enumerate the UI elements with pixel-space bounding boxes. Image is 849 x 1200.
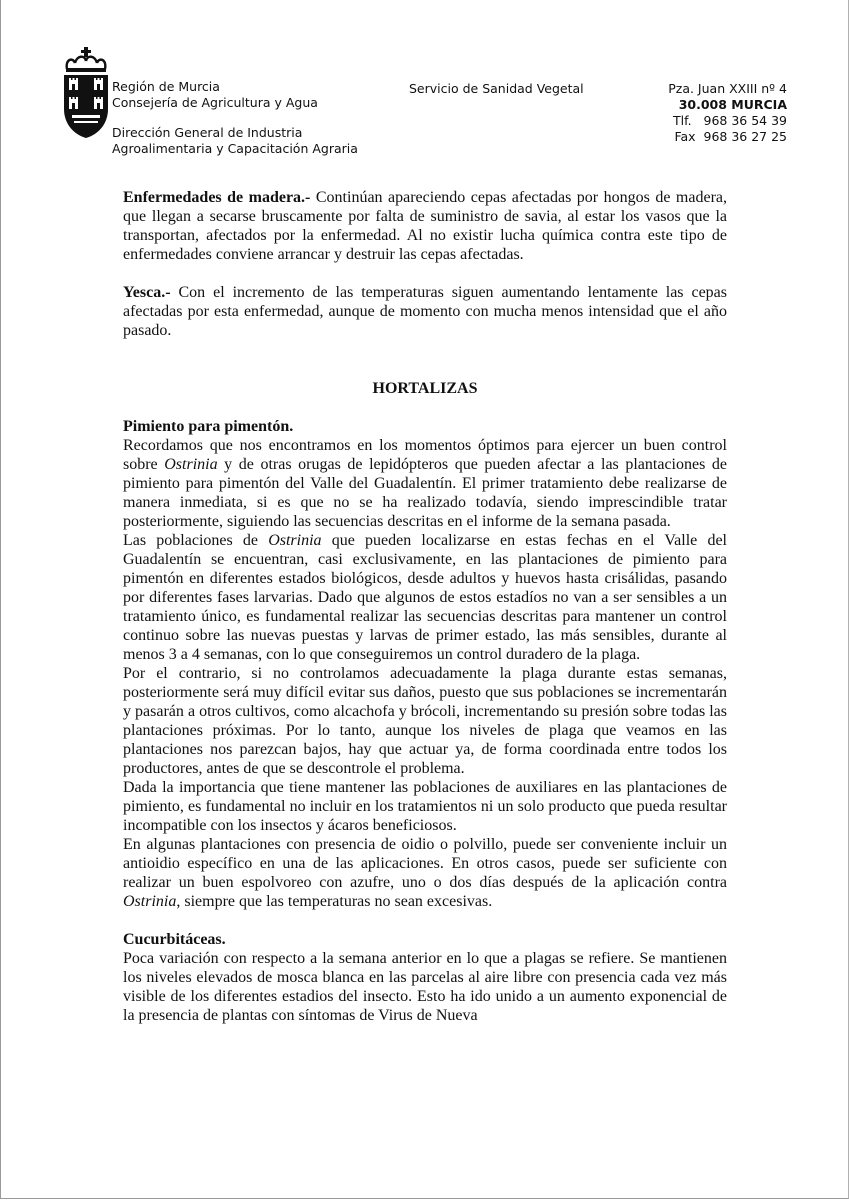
madera-heading: Enfermedades de madera.- [123,189,311,206]
org-directorate [112,125,358,157]
yesca-heading: Yesca.- [123,284,171,301]
p1-text-b: y de otras orugas de lepidópteros que pueden afectar a las plantaciones de pimiento para pimentón del Valle del Guadalentín. El primer tratamiento debe realizarse de manera inmediata, si es que no se ha realizado todavía, siendo imprescindible tratar posteriormente, siguiendo las secuencias descritas en el informe de la semana pasada. [123,456,728,530]
org-region: Región de Murcia [112,79,220,94]
directorate-line-2: Agroalimentaria y Capacitación Agraria [112,141,358,156]
yesca-text: Con el incremento de las temperaturas siguen aumentando lentamente las cepas afectadas por esta enfermedad, aunque de momento con mucha menos intensidad que el año pasado. [123,284,727,339]
letterhead [0,0,849,180]
directorate-line-1: Dirección General de Industria [112,125,303,140]
region-crest-icon [61,47,111,139]
pimiento-heading: Pimiento para pimentón. [123,418,294,435]
section-title-hortalizas: HORTALIZAS [372,380,478,397]
paragraph-madera [123,188,727,264]
p2-text-b: que pueden localizarse en estas fechas en el Valle del Guadalentín se encuentran, casi exclusivamente, en las plantaciones de pimiento para pimentón en diferentes estados biológicos, desde adultos y huevos hasta crisálidas, pasando por diferentes fases larvarias. Dado que algunos de estos estadíos no van a ser sensibles a un tratamiento único, es fundamental realizar las secuencias descritas para mantener un control continuo sobre las nuevas puestas y larvas de primer estado, las más sensibles, durante al menos 3 a 4 semanas, con lo que conseguiremos un control duradero de la plaga. [123,532,728,663]
p5-text-b: , siempre que las temperaturas no sean excesivas. [176,893,493,910]
paragraph-p1 [123,436,727,531]
org-name [112,79,318,111]
paragraph-p5 [123,835,727,911]
org-department: Consejería de Agricultura y Agua [112,95,318,110]
paragraph-p4: Dada la importancia que tiene mantener las poblaciones de auxiliares en las plantaciones de pimiento, es fundamental no incluir en los tratamientos ni un solo producto que pueda resultar incompatible con los insectos y ácaros beneficiosos. [123,779,727,834]
service-name: Servicio de Sanidad Vegetal [409,81,584,96]
fax: Fax 968 36 27 25 [674,129,787,144]
madera-text: Continúan apareciendo cepas afectadas por hongos de madera, que llegan a secarse bruscamente por falta de suministro de savia, al estar los vasos que la transportan, afectados por la enfermedad. Al no existir lucha química contra este tipo de enfermedades conviene arrancar y destruir las cepas afectadas. [123,189,727,263]
phone: Tlf. 968 36 54 39 [673,113,787,128]
p2-species: Ostrinia [268,532,322,549]
paragraph-p2 [123,531,727,664]
p2-text-a: Las poblaciones de [123,532,269,549]
paragraph-yesca [123,283,727,340]
paragraph-p3: Por el contrario, si no controlamos adecuadamente la plaga durante estas semanas, posteriormente será muy difícil evitar sus daños, puesto que sus poblaciones se incrementarán y pasarán a otros cultivos, como alcachofa y brócoli, incrementando su presión sobre todas las plantaciones próximas. Por lo tanto, aunque los niveles de plaga que veamos en las plantaciones nos parezcan bajos, hay que actuar ya, de forma coordinada entre todos los productores, antes de que se descontrole el problema. [123,665,727,777]
contact-block [668,81,787,145]
paragraph-p6: Poca variación con respecto a la semana anterior en lo que a plagas se refiere. Se mantienen los niveles elevados de mosca blanca en las parcelas al aire libre con presencia cada vez más visible de los diferentes estadios del insecto. Esto ha ido unido a un aumento exponencial de la presencia de plantas con síntomas de Virus de Nueva [123,950,727,1024]
cucurbit-heading: Cucurbitáceas. [123,931,226,948]
city: 30.008 MURCIA [678,97,787,112]
address: Pza. Juan XXIII nº 4 [668,81,787,96]
p5-species: Ostrinia [123,893,177,910]
p1-text-a: Recordamos que nos encontramos en los momentos óptimos para ejercer un buen control sobre [123,437,727,473]
p1-species: Ostrinia [164,456,218,473]
p5-text-a: En algunas plantaciones con presencia de oidio o polvillo, puede ser conveniente incluir un antioidio específico en una de las aplicaciones. En otros casos, puede ser suficiente con realizar un buen espolvoreo con azufre, uno o dos días después de la aplicación contra [123,836,727,891]
document-body [123,188,727,1025]
